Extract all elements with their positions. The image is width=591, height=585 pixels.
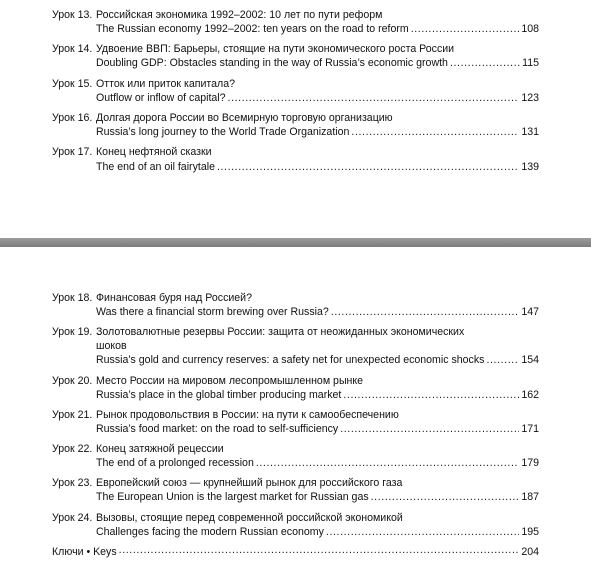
lesson-title-en-row [96,56,539,70]
page-number: 147 [521,306,539,318]
lesson-title-en-row [96,456,539,470]
lesson-title-ru: Место России на мировом лесопромышленном рынке [96,375,364,387]
lesson-title-en: The European Union is the largest market for Russian gas [96,491,369,503]
lesson-title-en: Outflow or inflow of capital? [96,92,226,104]
lesson-title-ru: Рынок продовольствия в России: на пути к самообеспечению [96,409,399,421]
page-number: 179 [521,457,539,469]
page-number: 171 [521,423,539,435]
lesson-title-en-row [96,160,539,174]
lesson-title-ru: Конец затяжной рецессии [96,443,224,455]
lesson-number: Урок 14. [52,43,93,55]
lesson-number: Урок 22. [52,443,93,455]
lesson-number: Урок 17. [52,146,93,158]
dot-leader [326,527,519,539]
page-number: 204 [521,546,539,558]
dot-leader [119,545,520,557]
lesson-title-en-row [96,353,539,367]
page-number: 187 [521,491,539,503]
lesson-title-en: Was there a financial storm brewing over Russia? [96,306,329,318]
page-number: 195 [521,526,539,538]
lesson-title-en: Challenges facing the modern Russian economy [96,526,324,538]
dot-leader [331,307,520,319]
lesson-title-en: Russia’s gold and currency reserves: a safety net for unexpected economic shocks [96,354,485,366]
lesson-title-ru: Российская экономика 1992–2002: 10 лет по пути реформ [96,9,383,21]
lesson-title-ru: Золотовалютные резервы России: защита от неожиданных экономических [96,326,465,338]
lesson-number: Урок 21. [52,409,93,421]
page-number: 108 [521,23,539,35]
lesson-title-en-row [96,91,539,105]
lesson-number: Урок 16. [52,112,93,124]
lesson-title-en-row [96,388,539,402]
lesson-title-ru: Конец нефтяной сказки [96,146,212,158]
lesson-number: Урок 23. [52,477,93,489]
lesson-number: Урок 18. [52,292,93,304]
lesson-number: Урок 15. [52,78,93,90]
page-divider [0,238,591,247]
dot-leader [228,93,520,105]
lesson-title-en-row [96,125,539,139]
dot-leader [450,58,520,70]
keys-label: Ключи • Keys [52,546,117,558]
lesson-title-en-row [96,422,539,436]
dot-leader [340,424,519,436]
lesson-title-en: The end of an oil fairytale [96,161,215,173]
lesson-title-ru: Финансовая буря над Россией? [96,292,252,304]
page-number: 123 [521,92,539,104]
lesson-title-ru-continued: шоков [96,340,127,352]
dot-leader [217,162,519,174]
toc-entry-keys[interactable] [52,545,539,559]
dot-leader [486,355,519,367]
lesson-number: Урок 24. [52,512,93,524]
lesson-number: Урок 19. [52,326,93,338]
lesson-title-en: The Russian economy 1992–2002: ten years on the road to reform [96,23,409,35]
lesson-title-en-row [96,490,539,504]
page-number: 131 [521,126,539,138]
lesson-title-en: Russia’s food market: on the road to self-sufficiency [96,423,339,435]
lesson-number: Урок 13. [52,9,93,21]
lesson-title-en: Russia’s long journey to the World Trade Organization [96,126,350,138]
lesson-title-en: The end of a prolonged recession [96,457,254,469]
page-number: 139 [521,161,539,173]
lesson-title-ru: Удвоение ВВП: Барьеры, стоящие на пути экономического роста России [96,43,455,55]
lesson-title-ru: Отток или приток капитала? [96,78,236,90]
lesson-title-ru: Европейский союз — крупнейший рынок для российского газа [96,477,403,489]
lesson-title-en: Russia’s place in the global timber producing market [96,389,342,401]
lesson-title-ru: Вызовы, стоящие перед современной российской экономикой [96,512,403,524]
lesson-title-ru: Долгая дорога России во Всемирную торговую организацию [96,112,393,124]
lesson-title-en-row [96,525,539,539]
lesson-title-en-row [96,305,539,319]
page-number: 162 [521,389,539,401]
lesson-title-en: Doubling GDP: Obstacles standing in the way of Russia’s economic growth [96,57,448,69]
dot-leader [351,127,519,139]
dot-leader [256,458,519,470]
dot-leader [371,492,520,504]
dot-leader [343,390,519,402]
lesson-title-en-row [96,22,539,36]
page-number: 154 [521,354,539,366]
dot-leader [411,24,520,36]
page-number: 115 [522,57,539,69]
lesson-number: Урок 20. [52,375,93,387]
